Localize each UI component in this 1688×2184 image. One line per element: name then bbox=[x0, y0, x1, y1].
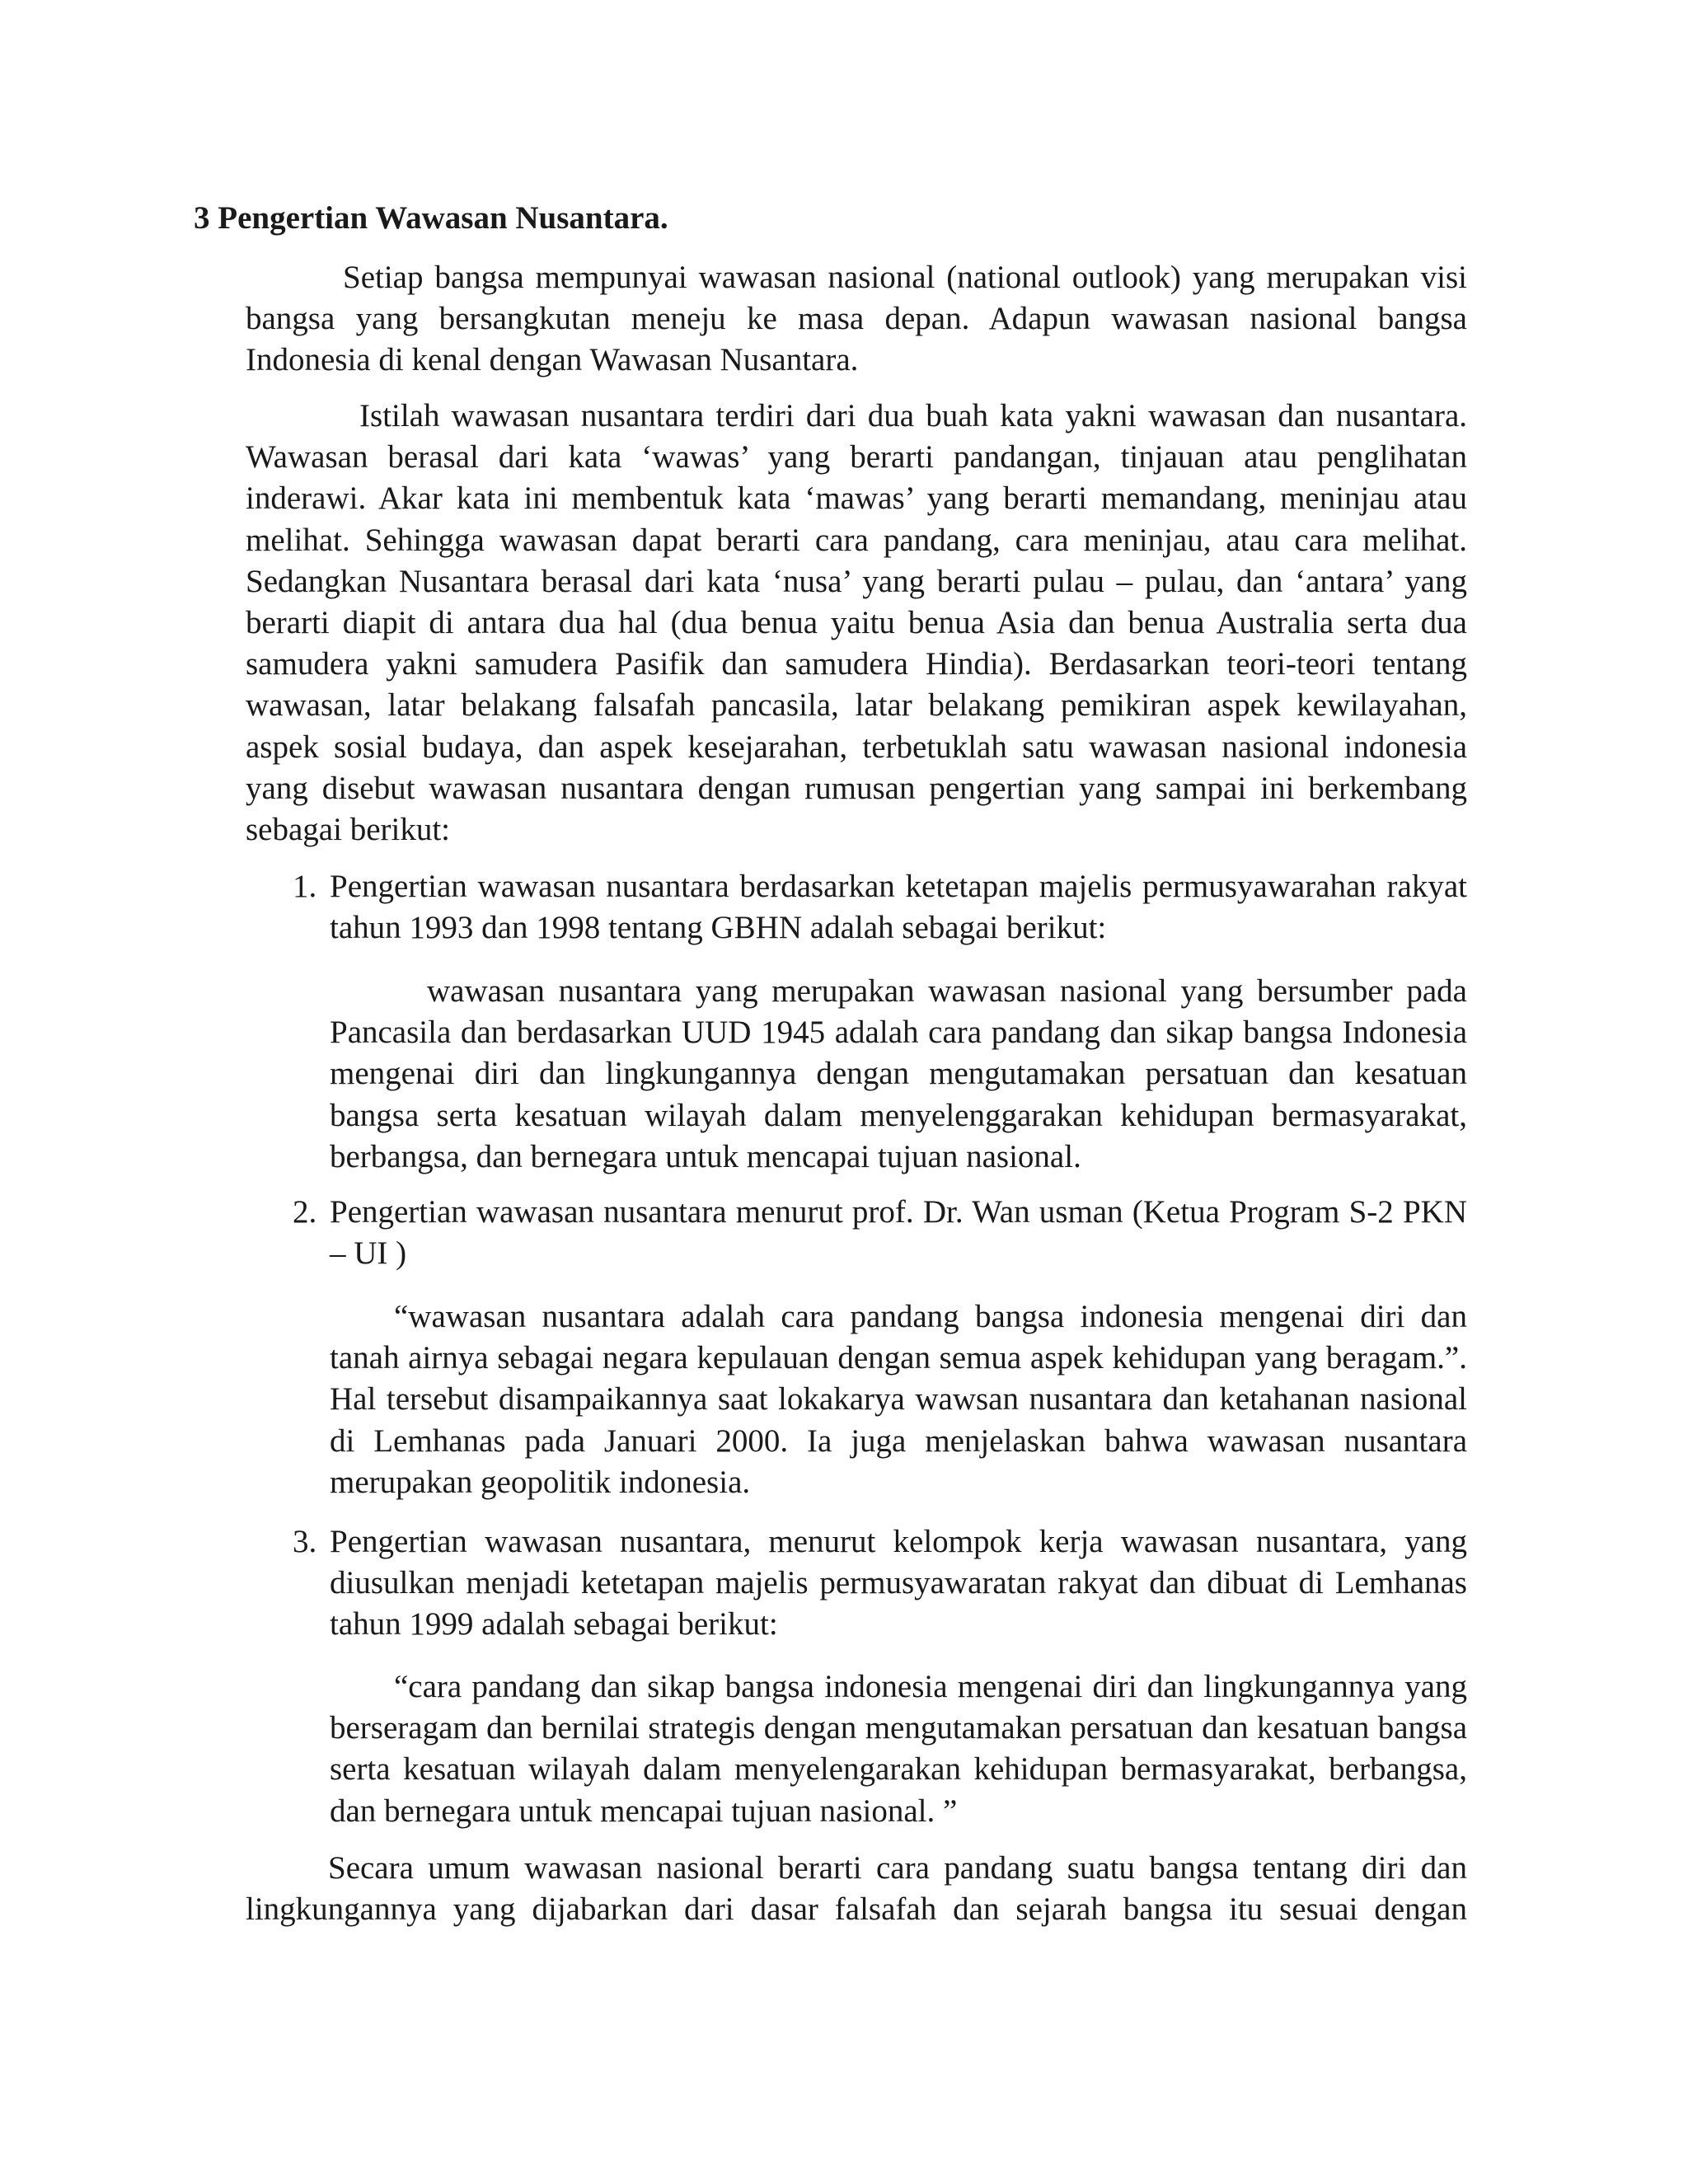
section-heading: 3 Pengertian Wawasan Nusantara. bbox=[194, 200, 668, 236]
paragraph-closing: Secara umum wawasan nasional berarti cara pandang suatu bangsa tentang diri dan lingkungannya yang dijabarkan dari dasar falsafah dan sejarah bangsa itu sesuai dengan bbox=[246, 1850, 1467, 1928]
paragraph-definition: Istilah wawasan nusantara terdiri dari dua buah kata yakni wawasan dan nusantara. Wawasan berasal dari kata ‘wawas’ yang berarti pandangan, tinjauan atau penglihatan inderawi. Akar kata ini membentuk kata ‘mawas’ yang berarti memandang, meninjau atau melihat. Sehingga wawasan dapat berarti cara pandang, cara meninjau, atau cara melihat. Sedangkan Nusantara berasal dari kata ‘nusa’ yang berarti pulau – pulau, dan ‘antara’ yang berarti diapit di antara dua hal (dua benua yaitu benua Asia dan benua Australia serta dua samudera yakni samudera Pasifik dan samudera Hindia). Berdasarkan teori-teori tentang wawasan, latar belakang falsafah pancasila, latar belakang pemikiran aspek kewilayahan, aspek sosial budaya, dan aspek kesejarahan, terbetuklah satu wawasan nasional indonesia yang disebut wawasan nusantara dengan rumusan pengertian yang sampai ini berkembang sebagai berikut: bbox=[246, 398, 1467, 848]
list-item-quote: “wawasan nusantara adalah cara pandang bangsa indonesia mengenai diri dan tanah airnya sebagai negara kepulauan dengan semua aspek kehidupan yang beragam.”. Hal tersebut disampaikannya saat lokakarya wawsan nusantara dan ketahanan nasional di Lemhanas pada Januari 2000. Ia juga menjelaskan bahwa wawasan nusantara merupakan geopolitik indonesia. bbox=[330, 1299, 1467, 1500]
list-number: 2. bbox=[293, 1194, 317, 1230]
list-item-text: Pengertian wawasan nusantara menurut prof. Dr. Wan usman (Ketua Program S-2 PKN – UI ) bbox=[330, 1194, 1467, 1272]
paragraph-intro: Setiap bangsa mempunyai wawasan nasional (national outlook) yang merupakan visi bangsa yang bersangkutan meneju ke masa depan. Adapun wawasan nasional bangsa Indonesia di kenal dengan Wawasan Nusantara. bbox=[246, 260, 1467, 378]
list-item-quote: wawasan nusantara yang merupakan wawasan nasional yang bersumber pada Pancasila dan berdasarkan UUD 1945 adalah cara pandang dan sikap bangsa Indonesia mengenai diri dan lingkungannya dengan mengutamakan persatuan dan kesatuan bangsa serta kesatuan wilayah dalam menyelenggarakan kehidupan bermasyarakat, berbangsa, dan bernegara untuk mencapai tujuan nasional. bbox=[330, 973, 1467, 1174]
list-item-text: Pengertian wawasan nusantara berdasarkan ketetapan majelis permusyawarahan rakyat tahun 1993 dan 1998 tentang GBHN adalah sebagai berikut: bbox=[330, 869, 1467, 946]
list-number: 1. bbox=[293, 869, 317, 904]
list-item-quote: “cara pandang dan sikap bangsa indonesia mengenai diri dan lingkungannya yang berseragam dan bernilai strategis dengan mengutamakan persatuan dan kesatuan bangsa serta kesatuan wilayah dalam menyelengarakan kehidupan bermasyarakat, berbangsa, dan bernegara untuk mencapai tujuan nasional. ” bbox=[330, 1669, 1467, 1829]
list-number: 3. bbox=[293, 1524, 317, 1559]
list-item-text: Pengertian wawasan nusantara, menurut kelompok kerja wawasan nusantara, yang diusulkan menjadi ketetapan majelis permusyawaratan rakyat dan dibuat di Lemhanas tahun 1999 adalah sebagai berikut: bbox=[330, 1524, 1467, 1643]
